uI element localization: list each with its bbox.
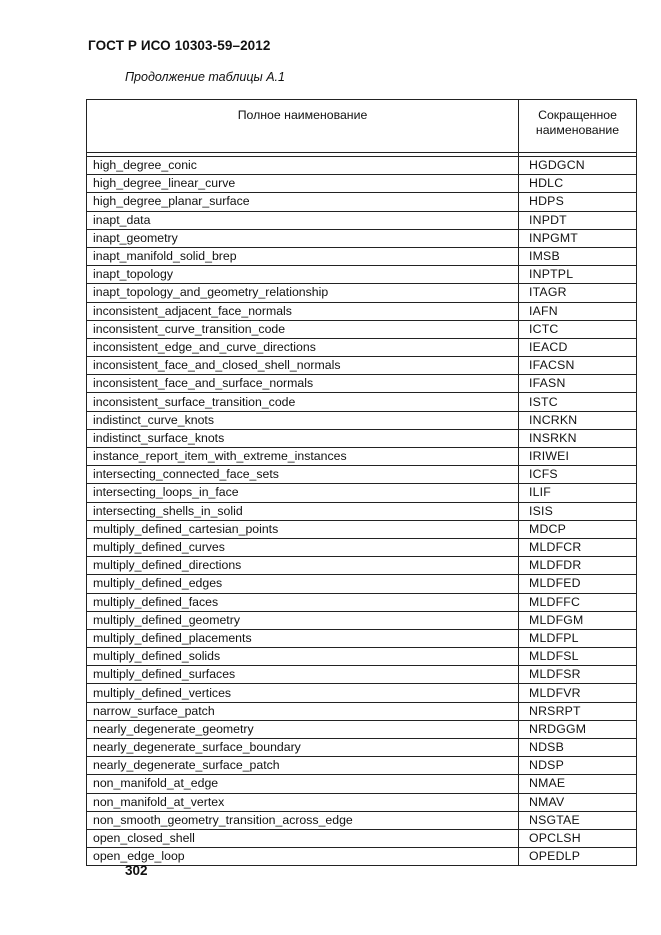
table-row — [87, 702, 637, 720]
table-row — [87, 211, 637, 229]
short-name-cell: IMSB — [519, 247, 637, 265]
full-name-cell: intersecting_shells_in_solid — [87, 502, 519, 520]
table-row — [87, 266, 637, 284]
full-name-cell: indistinct_curve_knots — [87, 411, 519, 429]
full-name-cell: multiply_defined_solids — [87, 648, 519, 666]
short-name-cell: IFASN — [519, 375, 637, 393]
short-name-cell: MLDFPL — [519, 629, 637, 647]
table-row — [87, 229, 637, 247]
short-name-cell: MLDFED — [519, 575, 637, 593]
abbreviations-table — [86, 99, 637, 866]
full-name-cell: intersecting_loops_in_face — [87, 484, 519, 502]
full-name-cell: inapt_data — [87, 211, 519, 229]
full-name-cell: high_degree_planar_surface — [87, 193, 519, 211]
table-row — [87, 247, 637, 265]
short-name-cell: ISIS — [519, 502, 637, 520]
table-row — [87, 466, 637, 484]
full-name-cell: multiply_defined_curves — [87, 538, 519, 556]
full-name-cell: intersecting_connected_face_sets — [87, 466, 519, 484]
table-row — [87, 811, 637, 829]
short-name-cell: INSRKN — [519, 429, 637, 447]
full-name-cell: multiply_defined_placements — [87, 629, 519, 647]
table-row — [87, 357, 637, 375]
table-row — [87, 793, 637, 811]
document-standard-id: ГОСТ Р ИСО 10303-59–2012 — [88, 38, 271, 53]
full-name-cell: nearly_degenerate_surface_patch — [87, 757, 519, 775]
short-name-cell: MLDFSR — [519, 666, 637, 684]
full-name-cell: non_manifold_at_edge — [87, 775, 519, 793]
full-name-cell: open_closed_shell — [87, 829, 519, 847]
full-name-cell: high_degree_linear_curve — [87, 175, 519, 193]
table-row — [87, 557, 637, 575]
short-name-cell: HDPS — [519, 193, 637, 211]
table-row — [87, 611, 637, 629]
short-name-cell: INCRKN — [519, 411, 637, 429]
full-name-cell: inapt_topology_and_geometry_relationship — [87, 284, 519, 302]
table-header-row — [87, 100, 637, 153]
short-name-cell: NRDGGM — [519, 720, 637, 738]
full-name-cell: inconsistent_edge_and_curve_directions — [87, 338, 519, 356]
column-header-short-name: Сокращенное наименование — [519, 100, 637, 153]
short-name-cell: ICTC — [519, 320, 637, 338]
short-name-cell: HDLC — [519, 175, 637, 193]
table-row — [87, 684, 637, 702]
short-name-cell: INPDT — [519, 211, 637, 229]
table-row — [87, 502, 637, 520]
short-name-cell: NRSRPT — [519, 702, 637, 720]
table-row — [87, 284, 637, 302]
table-row — [87, 720, 637, 738]
short-name-cell: NMAV — [519, 793, 637, 811]
table-row — [87, 629, 637, 647]
table-row — [87, 739, 637, 757]
short-name-cell: INPTPL — [519, 266, 637, 284]
short-name-cell: ISTC — [519, 393, 637, 411]
table-row — [87, 193, 637, 211]
table-row — [87, 411, 637, 429]
full-name-cell: nearly_degenerate_surface_boundary — [87, 739, 519, 757]
short-name-cell: INPGMT — [519, 229, 637, 247]
short-name-cell: ILIF — [519, 484, 637, 502]
full-name-cell: inapt_topology — [87, 266, 519, 284]
table-caption: Продолжение таблицы А.1 — [125, 70, 285, 84]
full-name-cell: multiply_defined_vertices — [87, 684, 519, 702]
full-name-cell: instance_report_item_with_extreme_instances — [87, 448, 519, 466]
table-row — [87, 593, 637, 611]
short-name-cell: OPEDLP — [519, 848, 637, 866]
short-name-cell: MLDFCR — [519, 538, 637, 556]
table-row — [87, 666, 637, 684]
table-row — [87, 757, 637, 775]
full-name-cell: inconsistent_curve_transition_code — [87, 320, 519, 338]
full-name-cell: non_manifold_at_vertex — [87, 793, 519, 811]
short-name-cell: NDSP — [519, 757, 637, 775]
full-name-cell: inapt_manifold_solid_brep — [87, 247, 519, 265]
full-name-cell: multiply_defined_surfaces — [87, 666, 519, 684]
table-row — [87, 829, 637, 847]
table-row — [87, 302, 637, 320]
full-name-cell: indistinct_surface_knots — [87, 429, 519, 447]
short-name-cell: ICFS — [519, 466, 637, 484]
full-name-cell: multiply_defined_edges — [87, 575, 519, 593]
full-name-cell: multiply_defined_faces — [87, 593, 519, 611]
full-name-cell: open_edge_loop — [87, 848, 519, 866]
short-name-cell: MLDFSL — [519, 648, 637, 666]
short-name-cell: IRIWEI — [519, 448, 637, 466]
short-name-cell: ITAGR — [519, 284, 637, 302]
table-row — [87, 338, 637, 356]
full-name-cell: inconsistent_surface_transition_code — [87, 393, 519, 411]
table-row — [87, 484, 637, 502]
table-row — [87, 175, 637, 193]
full-name-cell: inconsistent_face_and_surface_normals — [87, 375, 519, 393]
page-number: 302 — [125, 863, 148, 878]
table-row — [87, 775, 637, 793]
table-row — [87, 375, 637, 393]
full-name-cell: inapt_geometry — [87, 229, 519, 247]
table-row — [87, 848, 637, 866]
short-name-cell: IEACD — [519, 338, 637, 356]
table-body — [87, 153, 637, 866]
short-name-cell: MLDFFC — [519, 593, 637, 611]
full-name-cell: high_degree_conic — [87, 157, 519, 175]
full-name-cell: nearly_degenerate_geometry — [87, 720, 519, 738]
table-row — [87, 538, 637, 556]
full-name-cell: multiply_defined_directions — [87, 557, 519, 575]
table-row — [87, 648, 637, 666]
short-name-cell: MDCP — [519, 520, 637, 538]
table-row — [87, 320, 637, 338]
short-name-cell: OPCLSH — [519, 829, 637, 847]
full-name-cell: narrow_surface_patch — [87, 702, 519, 720]
short-name-cell: MLDFVR — [519, 684, 637, 702]
full-name-cell: inconsistent_face_and_closed_shell_normals — [87, 357, 519, 375]
table-row — [87, 157, 637, 175]
short-name-cell: MLDFDR — [519, 557, 637, 575]
full-name-cell: inconsistent_adjacent_face_normals — [87, 302, 519, 320]
full-name-cell: multiply_defined_cartesian_points — [87, 520, 519, 538]
short-name-cell: MLDFGM — [519, 611, 637, 629]
short-name-cell: HGDGCN — [519, 157, 637, 175]
short-name-cell: NMAE — [519, 775, 637, 793]
short-name-cell: NDSB — [519, 739, 637, 757]
full-name-cell: non_smooth_geometry_transition_across_edge — [87, 811, 519, 829]
table-row — [87, 520, 637, 538]
full-name-cell: multiply_defined_geometry — [87, 611, 519, 629]
short-name-cell: NSGTAE — [519, 811, 637, 829]
table-row — [87, 393, 637, 411]
table-row — [87, 448, 637, 466]
table-row — [87, 429, 637, 447]
short-name-cell: IFACSN — [519, 357, 637, 375]
table-row — [87, 575, 637, 593]
column-header-full-name: Полное наименование — [87, 100, 519, 153]
short-name-cell: IAFN — [519, 302, 637, 320]
